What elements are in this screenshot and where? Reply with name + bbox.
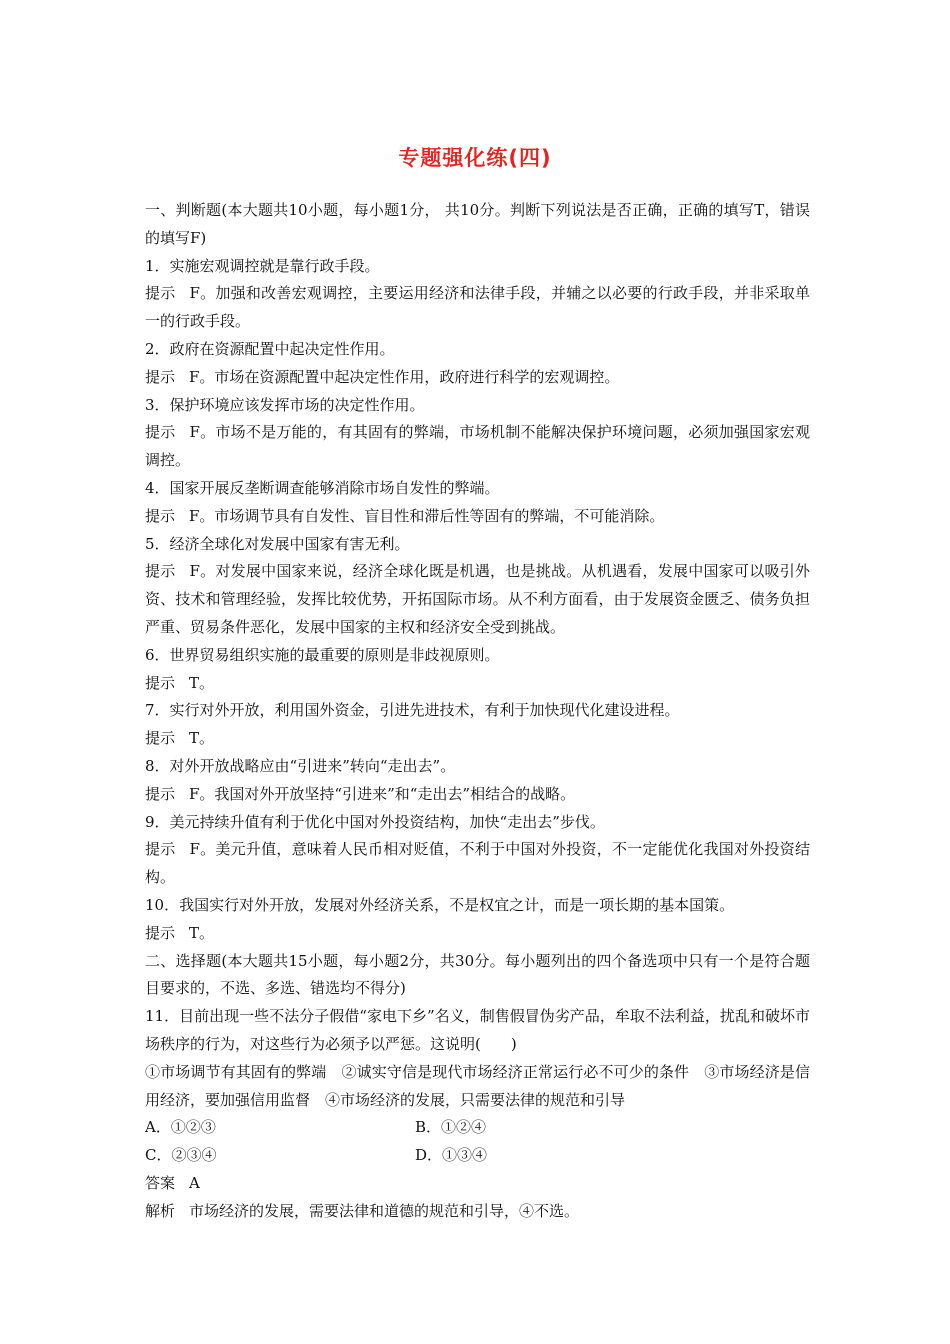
options-row-1 <box>145 1114 810 1142</box>
hint-text: T。 <box>189 673 215 692</box>
hint-label: 提示 <box>145 423 176 442</box>
answer-11 <box>145 1170 810 1198</box>
option-b: B．①②④ <box>415 1118 487 1137</box>
hint-6 <box>145 670 810 698</box>
analysis-text: 市场经济的发展，需要法律和道德的规范和引导，④不选。 <box>189 1201 580 1220</box>
hint-4 <box>145 503 810 531</box>
section2-header: 二、选择题(本大题共15小题，每小题2分，共30分。每小题列出的四个备选项中只有一个是符合题目要求的，不选、多选、错选均不得分) <box>145 951 810 998</box>
question-2: 2．政府在资源配置中起决定性作用。 <box>145 339 395 358</box>
hint-label: 提示 <box>145 729 176 748</box>
question-7: 7．实行对外开放，利用国外资金，引进先进技术，有利于加快现代化建设进程。 <box>145 701 680 720</box>
hint-label: 提示 <box>145 840 176 859</box>
question-11-statements: ①市场调节有其固有的弊端 ②诚实守信是现代市场经济正常运行必不可少的条件 ③市场经济是信用经济，要加强信用监督 ④市场经济的发展，只需要法律的规范和引导 <box>145 1062 810 1109</box>
hint-1 <box>145 280 810 336</box>
hint-label: 提示 <box>145 784 176 803</box>
hint-8 <box>145 781 810 809</box>
option-d: D．①③④ <box>415 1146 488 1165</box>
question-9: 9．美元持续升值有利于优化中国对外投资结构，加快“走出去”步伐。 <box>145 812 605 831</box>
hint-label: 提示 <box>145 506 176 525</box>
hint-9 <box>145 836 810 892</box>
question-6: 6．世界贸易组织实施的最重要的原则是非歧视原则。 <box>145 645 500 664</box>
document-body <box>145 197 810 1225</box>
hint-text: T。 <box>189 923 215 942</box>
hint-3 <box>145 419 810 475</box>
question-10: 10．我国实行对外开放，发展对外经济关系，不是权宜之计，而是一项长期的基本国策。 <box>145 895 735 914</box>
section1-header: 一、判断题(本大题共10小题，每小题1分， 共10分。判断下列说法是否正确，正确的填写T，错误的填写F) <box>145 201 810 247</box>
hint-text: F。对发展中国家来说，经济全球化既是机遇，也是挑战。从机遇看，发展中国家可以吸引外资、技术和管理经验，发挥比较优势，开拓国际市场。从不利方面看，由于发展资金匮乏、债务负担严重、贸易条件恶化，发展中国家的主权和经济安全受到挑战。 <box>145 562 810 636</box>
hint-text: F。加强和改善宏观调控，主要运用经济和法律手段，并辅之以必要的行政手段，并非采取单一的行政手段。 <box>145 284 810 331</box>
question-8: 8．对外开放战略应由“引进来”转向“走出去”。 <box>145 756 456 775</box>
hint-text: T。 <box>189 729 215 748</box>
option-c: C．②③④ <box>145 1146 217 1165</box>
hint-label: 提示 <box>145 673 176 692</box>
question-5: 5．经济全球化对发展中国家有害无利。 <box>145 534 410 553</box>
hint-10 <box>145 920 810 948</box>
hint-label: 提示 <box>145 284 176 303</box>
option-a: A．①②③ <box>145 1118 216 1137</box>
hint-text: F。市场在资源配置中起决定性作用，政府进行科学的宏观调控。 <box>189 367 620 386</box>
hint-2 <box>145 364 810 392</box>
analysis-label: 解析 <box>145 1201 176 1220</box>
options-row-2 <box>145 1142 810 1170</box>
question-11-stem: 11．目前出现一些不法分子假借“家电下乡”名义，制售假冒伪劣产品，牟取不法利益，扰乱和破坏市场秩序的行为，对这些行为必须予以严惩。这说明( ) <box>145 1007 810 1053</box>
question-4: 4．国家开展反垄断调查能够消除市场自发性的弊端。 <box>145 478 500 497</box>
hint-text: F。市场不是万能的，有其固有的弊端，市场机制不能解决保护环境问题，必须加强国家宏观调控。 <box>145 423 810 470</box>
hint-label: 提示 <box>145 367 176 386</box>
question-3: 3．保护环境应该发挥市场的决定性作用。 <box>145 395 425 414</box>
hint-7 <box>145 725 810 753</box>
answer-label: 答案 <box>145 1173 176 1192</box>
question-1: 1．实施宏观调控就是靠行政手段。 <box>145 256 380 275</box>
page-title: 专题强化练(四) <box>398 146 552 170</box>
answer-value: A <box>189 1173 200 1192</box>
hint-text: F。美元升值，意味着人民币相对贬值，不利于中国对外投资，不一定能优化我国对外投资结构。 <box>145 840 810 887</box>
hint-5 <box>145 558 810 641</box>
analysis-11 <box>145 1198 810 1226</box>
hint-text: F。市场调节具有自发性、盲目性和滞后性等固有的弊端，不可能消除。 <box>189 506 665 525</box>
hint-label: 提示 <box>145 562 176 581</box>
hint-label: 提示 <box>145 923 176 942</box>
hint-text: F。我国对外开放坚持“引进来”和“走出去”相结合的战略。 <box>189 784 576 803</box>
